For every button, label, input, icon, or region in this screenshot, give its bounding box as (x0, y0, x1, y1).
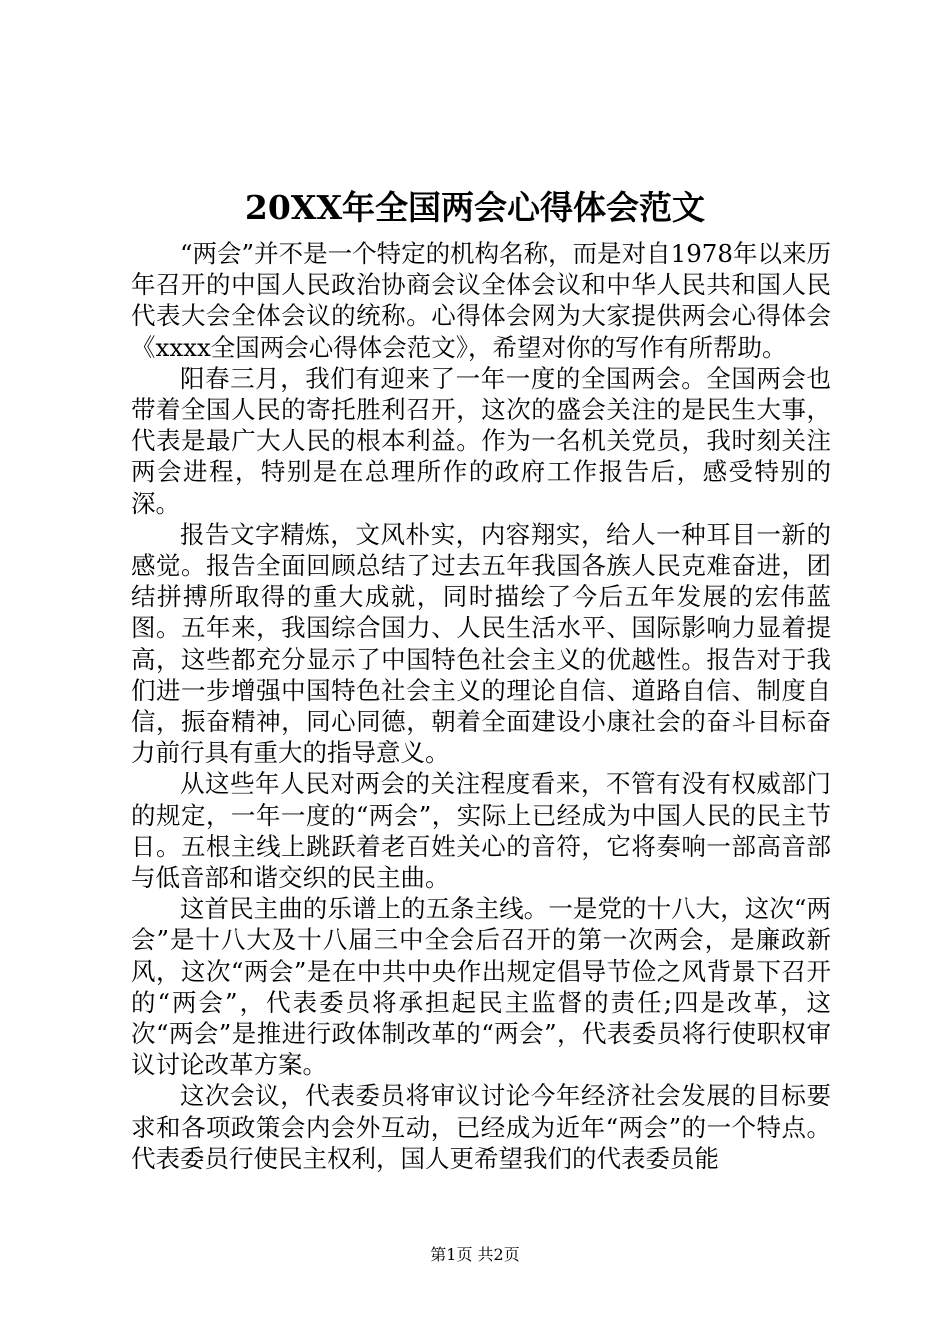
paragraph: “两会”并不是一个特定的机构名称，而是对自1978年以来历年召开的中国人民政治协商会议全体会议和中华人民共和国人民代表大会全体会议的统称。心得体会网为大家提供两会心得体会《xxxx全国两会心得体会范文》，希望对你的写作有所帮助。 (131, 239, 831, 362)
paragraph: 这首民主曲的乐谱上的五条主线。一是党的十八大，这次“两会”是十八大及十八届三中全会后召开的第一次两会，是廉政新风，这次“两会”是在中共中央作出规定倡导节俭之风背景下召开的“两会”，代表委员将承担起民主监督的责任;四是改革，这次“两会”是推进行政体制改革的“两会”，代表委员将行使职权审议讨论改革方案。 (131, 894, 831, 1080)
paragraph: 阳春三月，我们有迎来了一年一度的全国两会。全国两会也带着全国人民的寄托胜利召开，这次的盛会关注的是民生大事，代表是最广大人民的根本利益。作为一名机关党员，我时刻关注两会进程，特别是在总理所作的政府工作报告后，感受特别的深。 (131, 363, 831, 518)
paragraph: 报告文字精炼，文风朴实，内容翔实，给人一种耳目一新的感觉。报告全面回顾总结了过去五年我国各族人民克难奋进，团结拼搏所取得的重大成就，同时描绘了今后五年发展的宏伟蓝图。五年来，我国综合国力、人民生活水平、国际影响力显着提高，这些都充分显示了中国特色社会主义的优越性。报告对于我们进一步增强中国特色社会主义的理论自信、道路自信、制度自信，振奋精神，同心同德，朝着全面建设小康社会的奋斗目标奋力前行具有重大的指导意义。 (131, 519, 831, 768)
paragraph: 从这些年人民对两会的关注程度看来，不管有没有权威部门的规定，一年一度的“两会”，实际上已经成为中国人民的民主节日。五根主线上跳跃着老百姓关心的音符，它将奏响一部高音部与低音部和谐交织的民主曲。 (131, 769, 831, 893)
page-footer: 第1页 共2页 (430, 1245, 520, 1264)
document-body (131, 238, 831, 1174)
document-title: 20XX年全国两会心得体会范文 (244, 188, 706, 227)
paragraph: 这次会议，代表委员将审议讨论今年经济社会发展的目标要求和各项政策会内会外互动，已经成为近年“两会”的一个特点。代表委员行使民主权利，国人更希望我们的代表委员能 (131, 1081, 831, 1173)
